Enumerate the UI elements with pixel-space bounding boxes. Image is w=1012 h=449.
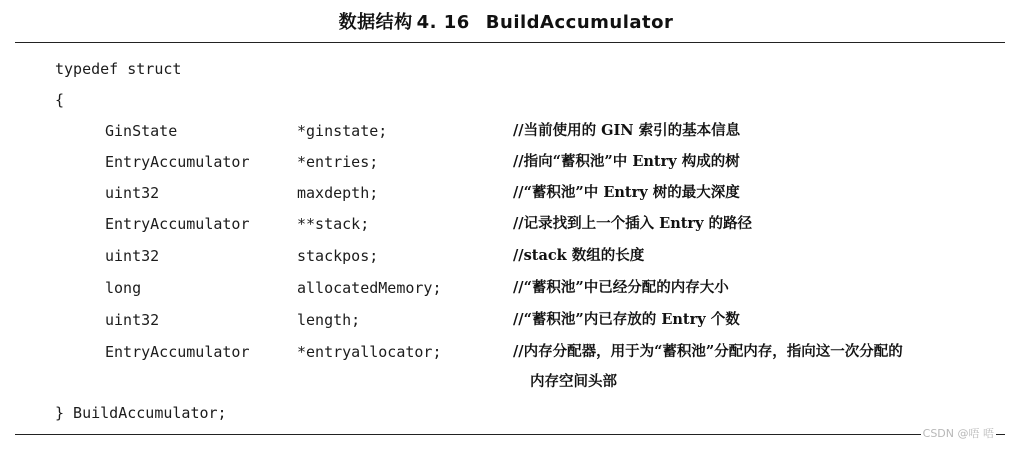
field-comment: //stack 数组的长度 — [513, 247, 645, 264]
typedef-line: typedef struct — [55, 60, 182, 78]
bottom-rule — [15, 434, 1005, 435]
watermark: CSDN @唔 唔 — [922, 427, 994, 440]
field-type: EntryAccumulator — [105, 153, 250, 171]
closing-line: } BuildAccumulator; — [55, 404, 227, 422]
field-comment: //“蓄积池”内已存放的 Entry 个数 — [513, 311, 740, 328]
figure-title — [0, 8, 1012, 34]
field-type: EntryAccumulator — [105, 215, 250, 233]
field-name: *ginstate; — [297, 122, 388, 140]
field-type: uint32 — [105, 247, 160, 265]
open-brace: { — [55, 91, 65, 109]
field-name: **stack; — [297, 215, 370, 233]
field-comment: //“蓄积池”中已经分配的内存大小 — [513, 279, 729, 296]
field-type: EntryAccumulator — [105, 343, 250, 361]
field-name: *entries; — [297, 153, 379, 171]
field-name: allocatedMemory; — [297, 279, 442, 297]
field-comment: //内存分配器，用于为“蓄积池”分配内存，指向这一次分配的 — [513, 343, 903, 360]
title-prefix: 数据结构 — [338, 12, 413, 33]
field-comment: //记录找到上一个插入 Entry 的路径 — [513, 215, 753, 232]
top-rule — [15, 42, 1005, 43]
field-name: stackpos; — [297, 247, 379, 265]
field-name: length; — [297, 311, 361, 329]
field-type: GinState — [105, 122, 178, 140]
field-type: uint32 — [105, 184, 160, 202]
field-name: *entryallocator; — [297, 343, 442, 361]
field-comment: //指向“蓄积池”中 Entry 构成的树 — [513, 153, 740, 170]
title-number: 4. 16 — [416, 12, 470, 33]
field-comment: //“蓄积池”中 Entry 树的最大深度 — [513, 184, 740, 201]
title-struct-name: BuildAccumulator — [485, 12, 674, 33]
field-comment-continuation: 内存空间头部 — [530, 373, 617, 390]
field-type: uint32 — [105, 311, 160, 329]
field-name: maxdepth; — [297, 184, 379, 202]
field-type: long — [105, 279, 142, 297]
field-comment: //当前使用的 GIN 索引的基本信息 — [513, 122, 741, 139]
